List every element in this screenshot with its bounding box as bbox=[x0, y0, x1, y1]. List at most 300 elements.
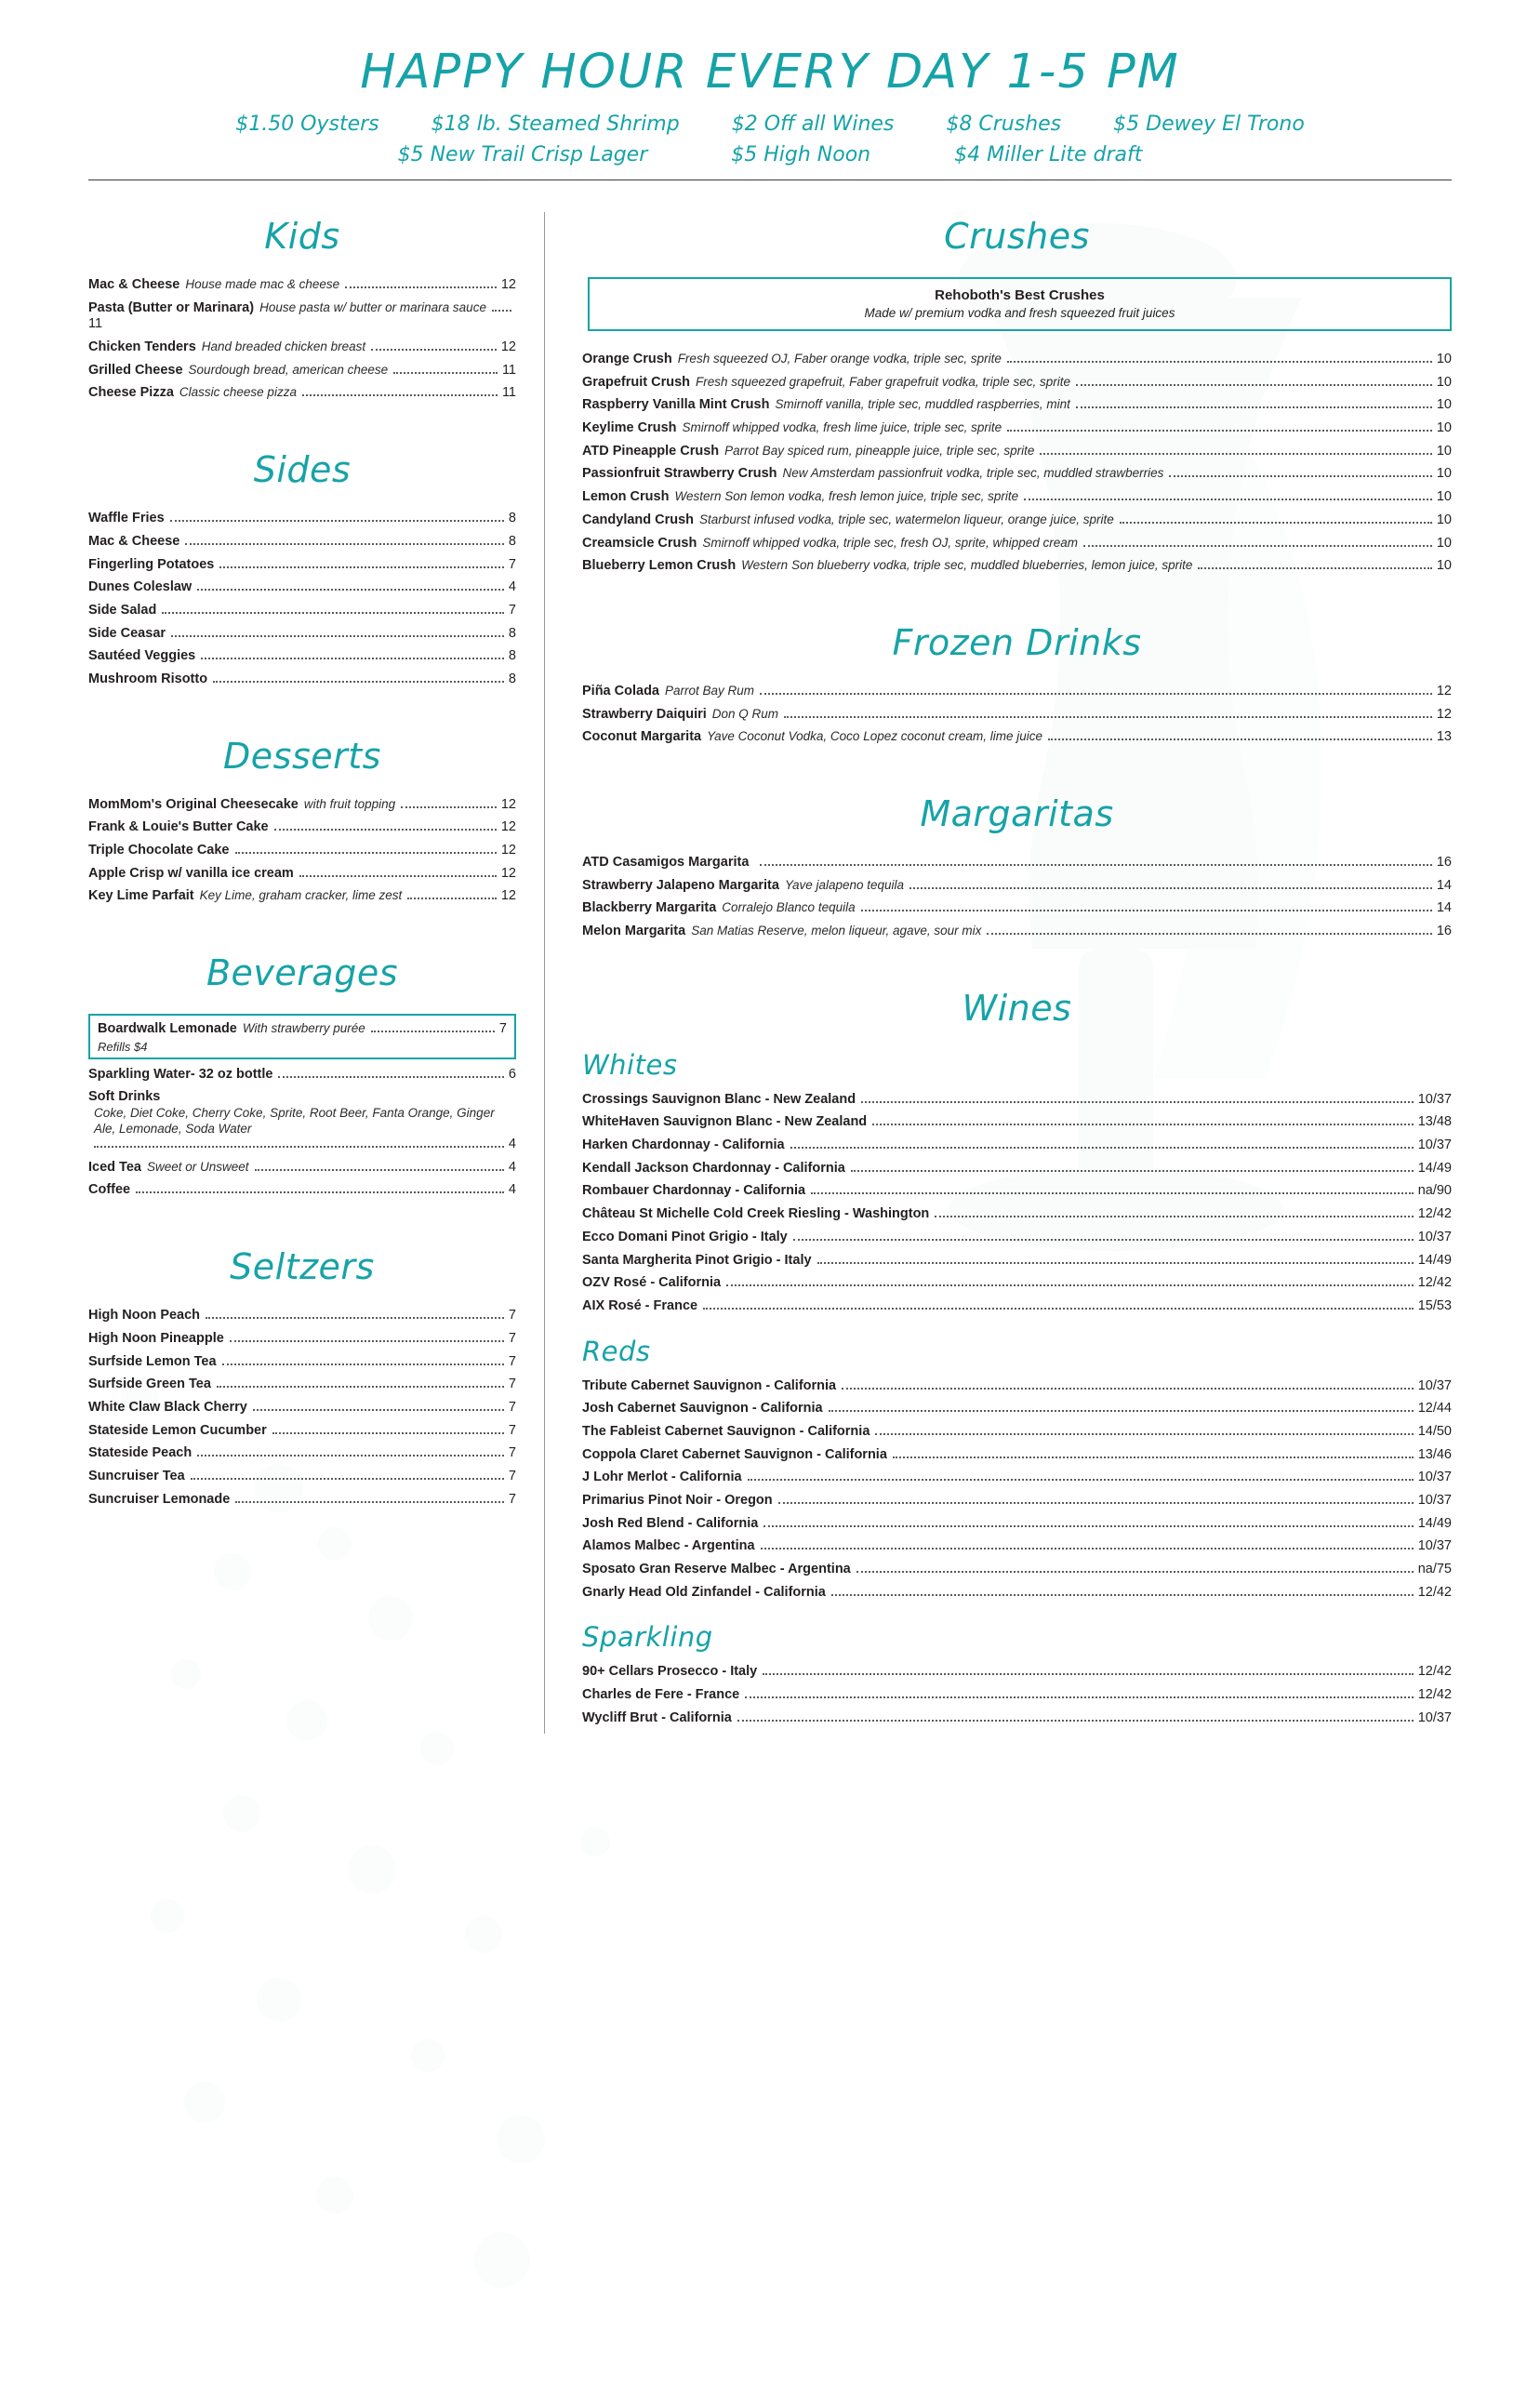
item-name: Sparkling Water- 32 oz bottle bbox=[88, 1066, 273, 1082]
item-name: 90+ Cellars Prosecco - Italy bbox=[582, 1664, 758, 1680]
happy-hour-special: $5 High Noon bbox=[731, 143, 871, 166]
item-desc: Key Lime, graham cracker, lime zest bbox=[199, 888, 403, 903]
menu-item bbox=[582, 1183, 1452, 1200]
section-wines bbox=[582, 988, 1452, 1727]
item-desc: Fresh squeezed grapefruit, Faber grapefruit vodka, triple sec, sprite bbox=[696, 374, 1070, 389]
leader-dots bbox=[842, 1388, 1414, 1390]
item-price: 7 bbox=[508, 556, 516, 572]
item-price: 10/37 bbox=[1417, 1470, 1452, 1485]
menu-item bbox=[582, 1447, 1452, 1464]
item-price: 10 bbox=[1436, 489, 1452, 505]
menu-item bbox=[582, 1562, 1452, 1578]
leader-dots bbox=[1048, 738, 1432, 740]
menu-item bbox=[582, 1516, 1452, 1533]
section-margaritas bbox=[582, 793, 1452, 940]
item-price: 12 bbox=[500, 865, 516, 881]
item-name: Keylime Crush bbox=[582, 420, 677, 436]
item-name: Dunes Coleslaw bbox=[88, 579, 192, 595]
item-name: Soft Drinks bbox=[88, 1089, 161, 1105]
item-name: Fingerling Potatoes bbox=[88, 556, 215, 572]
item-name: Mac & Cheese bbox=[88, 277, 180, 292]
section-title-crushes: Crushes bbox=[944, 216, 1090, 257]
item-price: 14/49 bbox=[1417, 1160, 1452, 1176]
item-price: 7 bbox=[508, 1445, 516, 1461]
item-price: 10 bbox=[1436, 352, 1452, 366]
crushes-banner-title: Rehoboth's Best Crushes bbox=[935, 287, 1105, 303]
leader-dots bbox=[737, 1720, 1414, 1722]
menu-item bbox=[582, 1378, 1452, 1395]
leader-dots bbox=[299, 875, 497, 877]
leader-dots bbox=[162, 612, 504, 614]
item-name: Suncruiser Tea bbox=[88, 1468, 185, 1483]
item-name: Santa Margherita Pinot Grigio - Italy bbox=[582, 1252, 812, 1268]
item-price: 10/37 bbox=[1417, 1229, 1452, 1244]
menu-item bbox=[88, 888, 516, 905]
leader-dots bbox=[206, 1317, 504, 1319]
item-name: WhiteHaven Sauvignon Blanc - New Zealand bbox=[582, 1114, 868, 1130]
section-seltzers bbox=[88, 1246, 516, 1508]
item-name: Boardwalk Lemonade bbox=[98, 1021, 237, 1037]
item-price: 12 bbox=[500, 819, 516, 835]
leader-dots bbox=[171, 635, 504, 637]
item-name: Apple Crisp w/ vanilla ice cream bbox=[88, 865, 294, 881]
leader-dots bbox=[201, 658, 504, 659]
menu-item bbox=[88, 557, 516, 574]
leader-dots bbox=[255, 1169, 504, 1171]
menu-item bbox=[88, 866, 516, 883]
item-desc: Sourdough bread, american cheese bbox=[188, 362, 389, 377]
item-name: Wycliff Brut - California bbox=[582, 1709, 732, 1725]
menu-item bbox=[582, 444, 1452, 460]
menu-item bbox=[582, 1298, 1452, 1315]
item-name: Surfside Lemon Tea bbox=[88, 1353, 217, 1369]
menu-item bbox=[582, 855, 1452, 871]
menu-item bbox=[582, 1585, 1452, 1602]
item-price: 14/49 bbox=[1417, 1515, 1452, 1531]
item-price: 6 bbox=[508, 1066, 516, 1082]
leader-dots bbox=[1007, 430, 1432, 432]
menu-item bbox=[88, 363, 516, 379]
menu-item bbox=[582, 1092, 1452, 1109]
item-price: 4 bbox=[508, 1182, 516, 1198]
item-price: 8 bbox=[508, 533, 516, 549]
item-desc: Fresh squeezed OJ, Faber orange vodka, triple sec, sprite bbox=[677, 352, 1002, 366]
menu-item bbox=[582, 397, 1452, 414]
item-name: Grilled Cheese bbox=[88, 362, 183, 378]
menu-item bbox=[582, 1161, 1452, 1177]
item-price: 14 bbox=[1436, 900, 1452, 916]
menu-item bbox=[88, 648, 516, 665]
leader-dots bbox=[856, 1571, 1414, 1573]
leader-dots bbox=[760, 693, 1432, 695]
item-name: Grapefruit Crush bbox=[582, 374, 691, 390]
item-price: 10 bbox=[1436, 512, 1452, 527]
item-name: Frank & Louie's Butter Cake bbox=[88, 819, 269, 835]
item-name: The Fableist Cabernet Sauvignon - California bbox=[582, 1423, 870, 1439]
leader-dots bbox=[217, 1386, 504, 1388]
menu-item bbox=[88, 1354, 516, 1371]
item-name: Gnarly Head Old Zinfandel - California bbox=[582, 1584, 826, 1600]
section-title-beverages: Beverages bbox=[206, 952, 399, 994]
item-price: 8 bbox=[508, 625, 516, 641]
leader-dots bbox=[851, 1170, 1414, 1172]
leader-dots bbox=[272, 1432, 504, 1434]
leader-dots bbox=[345, 286, 497, 288]
item-price: 8 bbox=[508, 671, 516, 686]
item-price: 16 bbox=[1436, 854, 1452, 870]
item-desc: with fruit topping bbox=[303, 796, 396, 811]
item-desc: Sweet or Unsweet bbox=[146, 1159, 249, 1174]
leader-dots bbox=[987, 933, 1432, 935]
menu-item bbox=[582, 1687, 1452, 1704]
item-name: High Noon Pineapple bbox=[88, 1330, 224, 1346]
item-name: J Lohr Merlot - California bbox=[582, 1470, 742, 1485]
section-desserts bbox=[88, 736, 516, 905]
menu-item bbox=[582, 900, 1452, 917]
item-desc: Hand breaded chicken breast bbox=[201, 339, 366, 354]
item-desc: Smirnoff whipped vodka, fresh lime juice, triple sec, sprite bbox=[682, 420, 1002, 435]
menu-item bbox=[582, 536, 1452, 552]
item-price: 12 bbox=[1436, 706, 1452, 722]
item-price: 14 bbox=[1436, 877, 1452, 893]
leader-dots bbox=[784, 716, 1432, 718]
item-desc: Corralejo Blanco tequila bbox=[722, 900, 856, 915]
leader-dots bbox=[1076, 384, 1432, 386]
happy-hour-specials bbox=[88, 113, 1452, 166]
item-name: Ecco Domani Pinot Grigio - Italy bbox=[582, 1229, 788, 1244]
menu-item bbox=[582, 707, 1452, 724]
item-price: 7 bbox=[508, 1399, 516, 1415]
happy-hour-special: $4 Miller Lite draft bbox=[954, 143, 1143, 166]
leader-dots bbox=[1083, 545, 1432, 547]
item-desc: Starburst infused vodka, triple sec, watermelon liqueur, orange juice, sprite bbox=[699, 512, 1114, 526]
menu-item bbox=[88, 843, 516, 859]
item-name: MomMom's Original Cheesecake bbox=[88, 796, 299, 812]
item-name: Alamos Malbec - Argentina bbox=[582, 1538, 755, 1554]
menu-item bbox=[582, 924, 1452, 940]
leader-dots bbox=[1169, 475, 1431, 477]
menu-item bbox=[582, 1470, 1452, 1486]
item-price: 10 bbox=[1436, 466, 1452, 482]
item-price: 12 bbox=[500, 843, 516, 858]
beverage-highlight-box bbox=[88, 1014, 516, 1059]
item-price: 12/42 bbox=[1417, 1275, 1452, 1291]
leader-dots bbox=[778, 1502, 1414, 1504]
leader-dots bbox=[371, 349, 497, 351]
item-name: Coppola Claret Cabernet Sauvignon - California bbox=[582, 1446, 887, 1462]
subsection-title-reds: Reds bbox=[582, 1335, 651, 1367]
item-price: 11 bbox=[501, 385, 516, 401]
item-desc: Yave Coconut Vodka, Coco Lopez coconut cream, lime juice bbox=[707, 729, 1043, 744]
menu-item bbox=[88, 797, 516, 814]
item-name: Mac & Cheese bbox=[88, 533, 180, 549]
section-frozen-drinks bbox=[582, 622, 1452, 746]
item-price: 11 bbox=[501, 362, 516, 378]
section-beverages bbox=[88, 952, 516, 1199]
leader-dots bbox=[222, 1363, 504, 1365]
menu-item bbox=[88, 300, 516, 333]
menu-item bbox=[582, 1424, 1452, 1441]
item-price: 10/37 bbox=[1417, 1709, 1452, 1725]
menu-item bbox=[88, 1182, 516, 1199]
item-price: 12/42 bbox=[1417, 1687, 1452, 1703]
menu-item bbox=[582, 1137, 1452, 1154]
menu-item bbox=[582, 1401, 1452, 1417]
item-price: 10/37 bbox=[1417, 1493, 1452, 1508]
item-price: 13/48 bbox=[1417, 1114, 1452, 1130]
item-price: 14/49 bbox=[1417, 1252, 1452, 1268]
crushes-banner-subtitle: Made w/ premium vodka and fresh squeezed fruit juices bbox=[864, 306, 1175, 320]
item-price: 10 bbox=[1436, 558, 1452, 574]
menu-item bbox=[88, 1089, 516, 1152]
menu-item bbox=[88, 579, 516, 596]
menu-item bbox=[88, 1400, 516, 1417]
leader-dots bbox=[235, 852, 497, 854]
menu-item bbox=[98, 1021, 507, 1038]
menu-item bbox=[582, 1275, 1452, 1292]
item-name: Side Ceasar bbox=[88, 625, 166, 641]
leader-dots bbox=[407, 898, 497, 899]
menu-item bbox=[88, 1160, 516, 1177]
item-name: White Claw Black Cherry bbox=[88, 1399, 247, 1415]
section-title-sides: Sides bbox=[253, 449, 352, 491]
left-column bbox=[88, 206, 544, 1734]
leader-dots bbox=[909, 887, 1432, 889]
item-name: Lemon Crush bbox=[582, 489, 670, 505]
item-name: Creamsicle Crush bbox=[582, 535, 697, 551]
leader-dots bbox=[1198, 567, 1431, 569]
leader-dots bbox=[745, 1696, 1413, 1698]
menu-item bbox=[582, 1710, 1452, 1727]
item-price: 10/37 bbox=[1417, 1091, 1452, 1107]
item-name: Suncruiser Lemonade bbox=[88, 1491, 231, 1507]
leader-dots bbox=[253, 1409, 504, 1411]
item-name: Coffee bbox=[88, 1182, 131, 1198]
item-name: OZV Rosé - California bbox=[582, 1275, 722, 1291]
leader-dots bbox=[1120, 522, 1432, 524]
happy-hour-special: $5 Dewey El Trono bbox=[1113, 113, 1305, 136]
menu-item bbox=[582, 1538, 1452, 1555]
item-price: 12 bbox=[1436, 683, 1452, 698]
menu-item bbox=[582, 1664, 1452, 1681]
item-name: Chicken Tenders bbox=[88, 339, 196, 355]
menu-item bbox=[88, 385, 516, 402]
item-price: 11 bbox=[88, 316, 103, 332]
item-price: 12/42 bbox=[1417, 1206, 1452, 1222]
leader-dots bbox=[811, 1192, 1414, 1194]
leader-dots bbox=[763, 1673, 1414, 1675]
item-name: Iced Tea bbox=[88, 1159, 141, 1175]
section-crushes bbox=[582, 216, 1452, 575]
item-price: 12 bbox=[500, 277, 516, 292]
item-price: 7 bbox=[498, 1021, 507, 1037]
item-name: ATD Casamigos Margarita bbox=[582, 854, 750, 870]
leader-dots bbox=[763, 1525, 1413, 1527]
menu-item bbox=[88, 819, 516, 836]
section-title-frozen-drinks: Frozen Drinks bbox=[892, 621, 1142, 663]
leader-dots bbox=[831, 1594, 1414, 1596]
leader-dots bbox=[817, 1262, 1414, 1264]
menu-item bbox=[88, 1445, 516, 1462]
leader-dots bbox=[230, 1340, 504, 1342]
menu-item bbox=[582, 420, 1452, 437]
item-note: Refills $4 bbox=[98, 1039, 148, 1054]
leader-dots bbox=[492, 310, 511, 312]
menu-item bbox=[88, 626, 516, 643]
leader-dots bbox=[1076, 406, 1432, 408]
item-name: Blackberry Margarita bbox=[582, 900, 717, 916]
item-price: 10 bbox=[1436, 420, 1452, 436]
item-price: 7 bbox=[508, 1491, 516, 1507]
item-price: 10 bbox=[1436, 443, 1452, 459]
leader-dots bbox=[1007, 361, 1432, 363]
item-name: Stateside Peach bbox=[88, 1445, 192, 1461]
menu-item bbox=[582, 1230, 1452, 1246]
item-price: 10/37 bbox=[1417, 1538, 1452, 1554]
leader-dots bbox=[185, 543, 504, 545]
menu-item bbox=[582, 512, 1452, 529]
happy-hour-special: $18 lb. Steamed Shrimp bbox=[431, 113, 680, 136]
leader-dots bbox=[872, 1124, 1414, 1125]
item-desc: Smirnoff vanilla, triple sec, muddled raspberries, mint bbox=[775, 397, 1070, 412]
leader-dots bbox=[401, 806, 497, 808]
leader-dots bbox=[861, 1101, 1414, 1103]
item-price: 12 bbox=[500, 796, 516, 812]
item-price: 7 bbox=[508, 1422, 516, 1438]
leader-dots bbox=[1040, 453, 1432, 455]
item-name: Harken Chardonnay - California bbox=[582, 1137, 785, 1153]
item-name: ATD Pineapple Crush bbox=[582, 443, 720, 459]
leader-dots bbox=[235, 1501, 504, 1503]
section-title-kids: Kids bbox=[264, 216, 340, 257]
menu-item bbox=[582, 878, 1452, 895]
item-name: Piña Colada bbox=[582, 683, 659, 698]
item-price: 8 bbox=[508, 648, 516, 664]
item-desc: Parrot Bay spiced rum, pineapple juice, triple sec, sprite bbox=[724, 443, 1035, 458]
happy-hour-special: $2 Off all Wines bbox=[731, 113, 895, 136]
happy-hour-special: $8 Crushes bbox=[946, 113, 1062, 136]
section-sides bbox=[88, 449, 516, 688]
leader-dots bbox=[726, 1284, 1414, 1286]
item-price: 7 bbox=[508, 602, 516, 618]
menu-item bbox=[582, 1493, 1452, 1510]
item-price: 10 bbox=[1436, 397, 1452, 413]
menu-item bbox=[582, 352, 1452, 368]
menu-item bbox=[88, 511, 516, 527]
item-desc: New Amsterdam passionfruit vodka, triple sec, muddled strawberries bbox=[782, 466, 1164, 481]
item-name: Kendall Jackson Chardonnay - California bbox=[582, 1160, 845, 1176]
leader-dots bbox=[371, 1031, 495, 1032]
item-desc: Parrot Bay Rum bbox=[665, 683, 755, 698]
item-name: Waffle Fries bbox=[88, 511, 165, 526]
item-desc: Western Son lemon vodka, fresh lemon juice, triple sec, sprite bbox=[674, 489, 1019, 504]
item-price: 12/42 bbox=[1417, 1584, 1452, 1600]
section-title-wines: Wines bbox=[962, 987, 1072, 1029]
leader-dots bbox=[219, 566, 504, 568]
item-name: Charles de Fere - France bbox=[582, 1687, 740, 1703]
item-price: 12 bbox=[500, 888, 516, 904]
item-price: 7 bbox=[508, 1308, 516, 1324]
menu-item bbox=[88, 1469, 516, 1485]
leader-dots bbox=[136, 1191, 504, 1193]
item-name: High Noon Peach bbox=[88, 1308, 201, 1324]
happy-hour-title: HAPPY HOUR EVERY DAY 1-5 PM bbox=[360, 45, 1180, 100]
item-name: Mushroom Risotto bbox=[88, 671, 208, 686]
menu-item bbox=[582, 466, 1452, 483]
item-name: Rombauer Chardonnay - California bbox=[582, 1183, 806, 1199]
menu-item bbox=[582, 489, 1452, 506]
item-desc: Western Son blueberry vodka, triple sec, muddled blueberries, lemon juice, sprite bbox=[741, 558, 1193, 573]
item-desc: Smirnoff whipped vodka, triple sec, fresh OJ, sprite, whipped cream bbox=[702, 535, 1078, 550]
leader-dots bbox=[761, 1548, 1414, 1550]
item-desc: Don Q Rum bbox=[711, 706, 779, 721]
leader-dots bbox=[861, 910, 1432, 911]
item-name: Sposato Gran Reserve Malbec - Argentina bbox=[582, 1562, 851, 1577]
leader-dots bbox=[703, 1308, 1414, 1310]
leader-dots bbox=[302, 394, 498, 396]
item-name: Raspberry Vanilla Mint Crush bbox=[582, 397, 770, 413]
item-name: Surfside Green Tea bbox=[88, 1377, 211, 1392]
item-price: 16 bbox=[1436, 924, 1452, 938]
item-price: 15/53 bbox=[1417, 1297, 1452, 1313]
item-price: 13/46 bbox=[1417, 1446, 1452, 1462]
happy-hour-special: $5 New Trail Crisp Lager bbox=[397, 143, 648, 166]
subsection-title-sparkling: Sparkling bbox=[582, 1621, 713, 1654]
item-price: na/75 bbox=[1417, 1562, 1452, 1577]
item-price: 7 bbox=[508, 1377, 516, 1392]
menu-item bbox=[88, 339, 516, 356]
item-name: Sautéed Veggies bbox=[88, 648, 196, 664]
item-name: Tribute Cabernet Sauvignon - California bbox=[582, 1377, 837, 1393]
item-price: 4 bbox=[508, 1159, 516, 1175]
item-price: 12/42 bbox=[1417, 1664, 1452, 1680]
leader-dots bbox=[829, 1410, 1414, 1412]
happy-hour-special: $1.50 Oysters bbox=[235, 113, 379, 136]
item-price: 12/44 bbox=[1417, 1401, 1452, 1417]
item-price: 10 bbox=[1436, 374, 1452, 390]
item-price: 13 bbox=[1436, 729, 1452, 745]
item-price: 8 bbox=[508, 511, 516, 526]
item-name: Cheese Pizza bbox=[88, 385, 174, 401]
item-name: Strawberry Daiquiri bbox=[582, 706, 707, 722]
menu-item bbox=[88, 1492, 516, 1509]
item-name: Blueberry Lemon Crush bbox=[582, 558, 737, 574]
item-name: Strawberry Jalapeno Margarita bbox=[582, 877, 779, 893]
menu-item bbox=[88, 603, 516, 619]
leader-dots bbox=[191, 1478, 504, 1480]
menu-item bbox=[88, 1423, 516, 1440]
item-price: na/90 bbox=[1417, 1183, 1452, 1199]
menu-item bbox=[88, 1308, 516, 1324]
item-price: 12 bbox=[500, 339, 516, 355]
leader-dots bbox=[790, 1147, 1414, 1149]
item-name: Coconut Margarita bbox=[582, 729, 702, 745]
leader-dots bbox=[197, 589, 504, 591]
menu-item bbox=[582, 375, 1452, 392]
leader-dots bbox=[170, 520, 504, 522]
right-column bbox=[545, 206, 1452, 1734]
item-price: 7 bbox=[508, 1330, 516, 1346]
section-title-desserts: Desserts bbox=[223, 735, 381, 777]
item-desc: With strawberry purée bbox=[242, 1021, 365, 1036]
section-title-seltzers: Seltzers bbox=[230, 1246, 375, 1288]
section-kids bbox=[88, 216, 516, 402]
menu-item bbox=[88, 534, 516, 551]
item-price: 10/37 bbox=[1417, 1137, 1452, 1153]
leader-dots bbox=[893, 1457, 1414, 1458]
crushes-banner bbox=[588, 277, 1452, 331]
item-name: Pasta (Butter or Marinara) bbox=[88, 299, 255, 315]
